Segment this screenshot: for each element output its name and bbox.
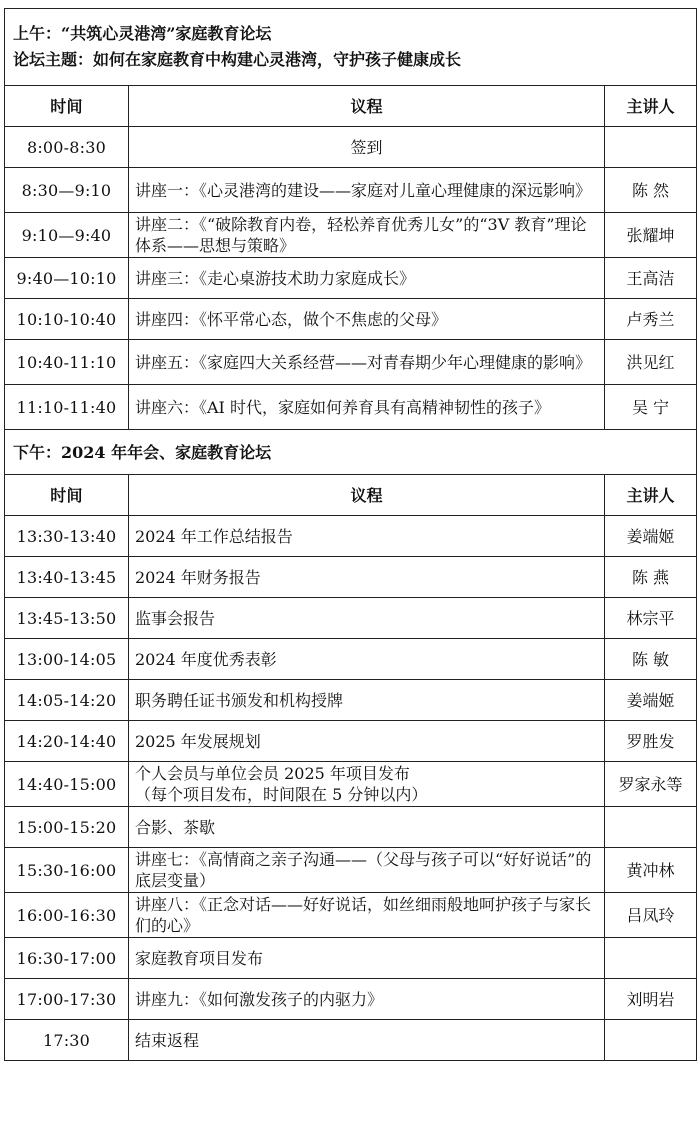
morning-header-row: [5, 86, 697, 127]
time-cell: 11:10-11:40: [5, 385, 129, 430]
speaker-cell: 吴 宁: [605, 385, 697, 430]
table-row: [5, 168, 697, 213]
morning-title-row: [5, 9, 697, 86]
agenda-cell: 2024 年财务报告: [129, 557, 605, 598]
header-time: 时间: [5, 86, 129, 127]
speaker-cell: [605, 807, 697, 848]
table-row: [5, 299, 697, 340]
time-cell: 13:45-13:50: [5, 598, 129, 639]
time-cell: 8:30—9:10: [5, 168, 129, 213]
speaker-cell: 姜端姬: [605, 516, 697, 557]
agenda-cell: 2024 年工作总结报告: [129, 516, 605, 557]
time-cell: 8:00-8:30: [5, 127, 129, 168]
speaker-cell: [605, 1020, 697, 1061]
agenda-cell: 监事会报告: [129, 598, 605, 639]
table-row: [5, 213, 697, 258]
table-row: [5, 516, 697, 557]
speaker-cell: 林宗平: [605, 598, 697, 639]
speaker-cell: 吕凤玲: [605, 893, 697, 938]
speaker-cell: 洪见红: [605, 340, 697, 385]
header-time: 时间: [5, 475, 129, 516]
morning-theme: 论坛主题：如何在家庭教育中构建心灵港湾，守护孩子健康成长: [13, 50, 462, 69]
agenda-cell: 签到: [129, 127, 605, 168]
afternoon-title: 下午：2024 年年会、家庭教育论坛: [5, 430, 697, 475]
table-row: [5, 340, 697, 385]
time-cell: 14:20-14:40: [5, 721, 129, 762]
speaker-cell: 张耀坤: [605, 213, 697, 258]
speaker-cell: 王高洁: [605, 258, 697, 299]
time-cell: 13:40-13:45: [5, 557, 129, 598]
speaker-cell: 刘明岩: [605, 979, 697, 1020]
table-row: [5, 721, 697, 762]
agenda-cell: 讲座六：《AI 时代，家庭如何养育具有高精神韧性的孩子》: [129, 385, 605, 430]
agenda-cell: 家庭教育项目发布: [129, 938, 605, 979]
time-cell: 15:30-16:00: [5, 848, 129, 893]
table-row: [5, 807, 697, 848]
table-row: [5, 258, 697, 299]
agenda-cell: 讲座七：《高情商之亲子沟通——（父母与孩子可以“好好说话”的底层变量）: [129, 848, 605, 893]
table-row: [5, 762, 697, 807]
table-row: [5, 979, 697, 1020]
time-cell: 13:00-14:05: [5, 639, 129, 680]
time-cell: 17:00-17:30: [5, 979, 129, 1020]
speaker-cell: 罗家永等: [605, 762, 697, 807]
speaker-cell: 黄冲林: [605, 848, 697, 893]
speaker-cell: 陈 燕: [605, 557, 697, 598]
agenda-cell: 讲座四：《怀平常心态，做个不焦虑的父母》: [129, 299, 605, 340]
agenda-cell: 合影、茶歇: [129, 807, 605, 848]
time-cell: 9:10—9:40: [5, 213, 129, 258]
time-cell: 15:00-15:20: [5, 807, 129, 848]
schedule-table: [4, 8, 697, 1061]
table-row: [5, 385, 697, 430]
agenda-line: （每个项目发布，时间限在 5 分钟以内）: [135, 785, 428, 804]
agenda-line: 个人会员与单位会员 2025 年项目发布: [135, 764, 410, 783]
agenda-cell: 结束返程: [129, 1020, 605, 1061]
table-row: [5, 127, 697, 168]
time-cell: 13:30-13:40: [5, 516, 129, 557]
agenda-cell: [129, 762, 605, 807]
speaker-cell: [605, 938, 697, 979]
agenda-cell: 讲座一：《心灵港湾的建设——家庭对儿童心理健康的深远影响》: [129, 168, 605, 213]
agenda-cell: 讲座五：《家庭四大关系经营——对青春期少年心理健康的影响》: [129, 340, 605, 385]
time-cell: 9:40—10:10: [5, 258, 129, 299]
speaker-cell: 姜端姬: [605, 680, 697, 721]
header-speaker: 主讲人: [605, 86, 697, 127]
time-cell: 17:30: [5, 1020, 129, 1061]
table-row: [5, 557, 697, 598]
afternoon-title-row: [5, 430, 697, 475]
speaker-cell: 卢秀兰: [605, 299, 697, 340]
agenda-cell: 职务聘任证书颁发和机构授牌: [129, 680, 605, 721]
speaker-cell: 罗胜发: [605, 721, 697, 762]
header-agenda: 议程: [129, 475, 605, 516]
time-cell: 16:00-16:30: [5, 893, 129, 938]
agenda-cell: 2024 年度优秀表彰: [129, 639, 605, 680]
morning-title: 上午：“共筑心灵港湾”家庭教育论坛: [13, 24, 272, 43]
agenda-cell: 讲座八：《正念对话——好好说话，如丝细雨般地呵护孩子与家长们的心》: [129, 893, 605, 938]
speaker-cell: [605, 127, 697, 168]
time-cell: 10:40-11:10: [5, 340, 129, 385]
speaker-cell: 陈 然: [605, 168, 697, 213]
afternoon-header-row: [5, 475, 697, 516]
time-cell: 14:40-15:00: [5, 762, 129, 807]
time-cell: 10:10-10:40: [5, 299, 129, 340]
morning-title-cell: [5, 9, 697, 86]
speaker-cell: 陈 敏: [605, 639, 697, 680]
table-row: [5, 938, 697, 979]
table-row: [5, 893, 697, 938]
table-row: [5, 639, 697, 680]
table-row: [5, 848, 697, 893]
time-cell: 16:30-17:00: [5, 938, 129, 979]
agenda-cell: 2025 年发展规划: [129, 721, 605, 762]
table-row: [5, 1020, 697, 1061]
agenda-cell: 讲座九：《如何激发孩子的内驱力》: [129, 979, 605, 1020]
agenda-cell: 讲座二：《“破除教育内卷，轻松养育优秀儿女”的“3V 教育”理论体系——思想与策略》: [129, 213, 605, 258]
agenda-cell: 讲座三：《走心桌游技术助力家庭成长》: [129, 258, 605, 299]
table-row: [5, 680, 697, 721]
header-agenda: 议程: [129, 86, 605, 127]
time-cell: 14:05-14:20: [5, 680, 129, 721]
header-speaker: 主讲人: [605, 475, 697, 516]
table-row: [5, 598, 697, 639]
